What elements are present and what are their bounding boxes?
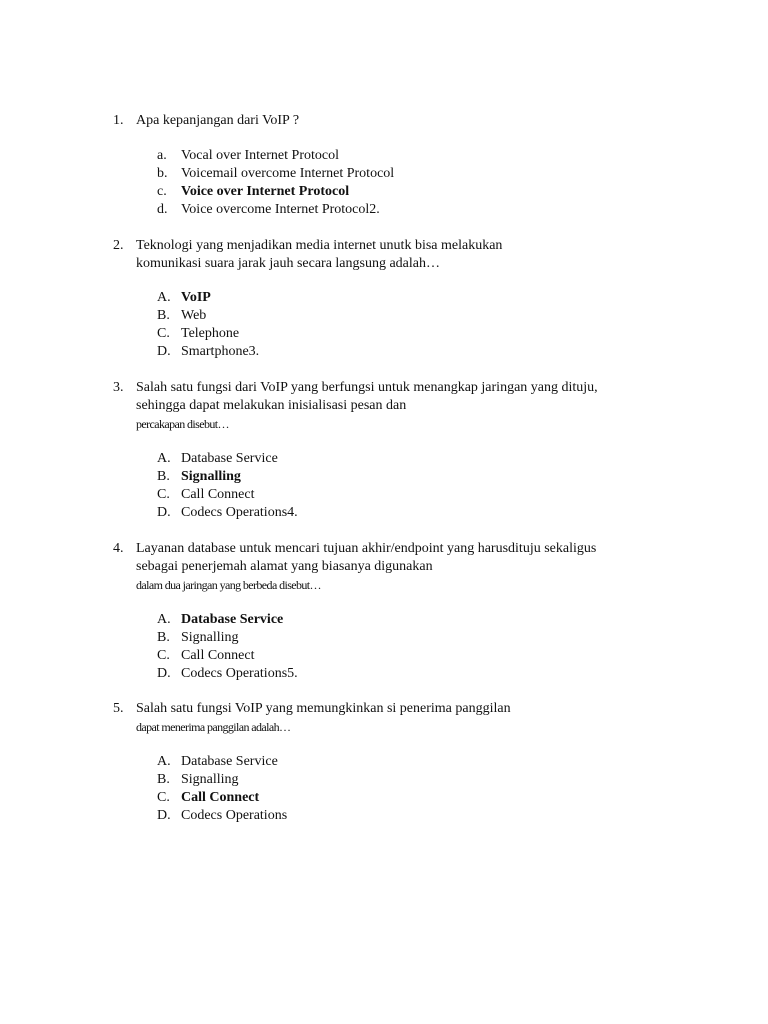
option-letter: C. [157, 790, 170, 805]
option-text: Signalling [181, 772, 239, 787]
option-letter: A. [157, 451, 171, 466]
question-text: sehingga dapat melakukan inisialisasi pesan dan [136, 398, 407, 413]
option-a [0, 147, 768, 165]
option-letter: D. [157, 505, 171, 520]
option-letter: D. [157, 666, 171, 681]
option-letter: C. [157, 648, 170, 663]
question-number: 2. [113, 238, 124, 253]
option-d [0, 807, 768, 825]
question-text: percakapan disebut… [136, 417, 229, 431]
option-letter: B. [157, 308, 170, 323]
option-text: Codecs Operations5. [181, 666, 298, 681]
option-b [0, 307, 768, 325]
option-text: Database Service [181, 451, 278, 466]
question-text: dalam dua jaringan yang berbeda disebut… [136, 578, 321, 592]
question-text: Salah satu fungsi dari VoIP yang berfungsi untuk menangkap jaringan yang dituju, [136, 380, 598, 395]
option-letter: d. [157, 202, 168, 217]
option-text: Web [181, 308, 207, 323]
option-letter: D. [157, 808, 171, 823]
option-letter: B. [157, 630, 170, 645]
option-d [0, 201, 768, 219]
option-letter: D. [157, 344, 171, 359]
option-text: Call Connect [181, 487, 255, 502]
option-a [0, 450, 768, 468]
question-number: 4. [113, 541, 124, 556]
option-letter: b. [157, 166, 168, 181]
option-text: Vocal over Internet Protocol [181, 148, 339, 163]
option-text: Signalling [181, 630, 239, 645]
option-text: Database Service [181, 754, 278, 769]
option-c-correct [0, 183, 768, 201]
option-b-correct [0, 468, 768, 486]
correct-answer-text: VoIP [181, 290, 211, 305]
option-b [0, 771, 768, 789]
option-b [0, 165, 768, 183]
question-text: sebagai penerjemah alamat yang biasanya digunakan [136, 559, 433, 574]
option-letter: A. [157, 290, 171, 305]
option-text: Smartphone3. [181, 344, 260, 359]
correct-answer-text: Signalling [181, 469, 241, 484]
option-letter: C. [157, 326, 170, 341]
question-number: 5. [113, 701, 124, 716]
question-text: Teknologi yang menjadikan media internet unutk bisa melakukan [136, 238, 503, 253]
option-d [0, 665, 768, 683]
option-text: Voicemail overcome Internet Protocol [181, 166, 395, 181]
option-a-correct [0, 611, 768, 629]
question-number: 3. [113, 380, 124, 395]
question-text: komunikasi suara jarak jauh secara langsung adalah… [136, 256, 441, 271]
question-number: 1. [113, 113, 124, 128]
option-letter: C. [157, 487, 170, 502]
option-text: Codecs Operations4. [181, 505, 298, 520]
option-c-correct [0, 789, 768, 807]
option-text: Codecs Operations [181, 808, 288, 823]
option-c [0, 486, 768, 504]
option-a-correct [0, 289, 768, 307]
option-text: Voice overcome Internet Protocol2. [181, 202, 380, 217]
option-letter: c. [157, 184, 167, 199]
correct-answer-text: Database Service [181, 612, 284, 627]
option-letter: B. [157, 772, 170, 787]
option-c [0, 647, 768, 665]
question-text: Layanan database untuk mencari tujuan akhir/endpoint yang harusdituju sekaligus [136, 541, 597, 556]
option-a [0, 753, 768, 771]
question-text: dapat menerima panggilan adalah… [136, 720, 291, 734]
correct-answer-text: Call Connect [181, 790, 260, 805]
question-text: Salah satu fungsi VoIP yang memungkinkan si penerima panggilan [136, 701, 511, 716]
option-text: Telephone [181, 326, 240, 341]
option-d [0, 504, 768, 522]
option-letter: B. [157, 469, 170, 484]
option-b [0, 629, 768, 647]
option-c [0, 325, 768, 343]
option-letter: A. [157, 612, 171, 627]
option-letter: a. [157, 148, 167, 163]
option-letter: A. [157, 754, 171, 769]
option-d [0, 343, 768, 361]
correct-answer-text: Voice over Internet Protocol [181, 184, 350, 199]
question-text: Apa kepanjangan dari VoIP ? [136, 113, 300, 128]
option-text: Call Connect [181, 648, 255, 663]
